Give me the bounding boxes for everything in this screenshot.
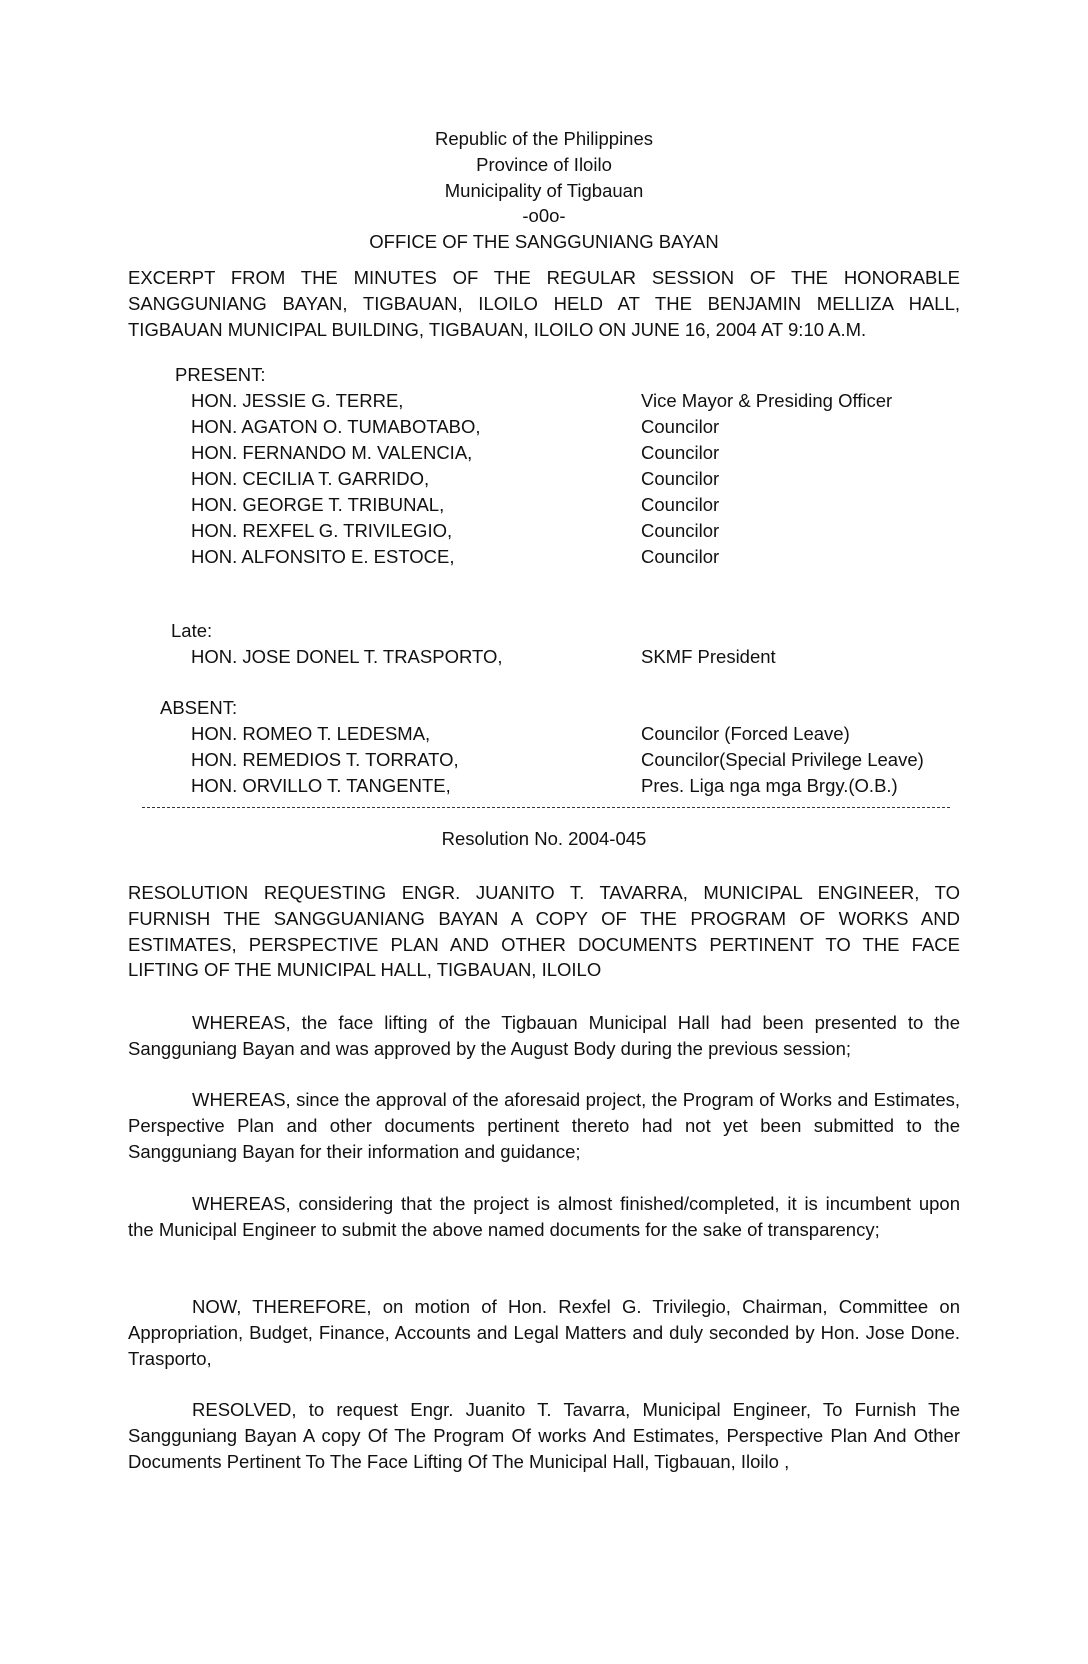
attendee-row [191, 390, 951, 416]
resolution-title-line-2: FURNISH THE SANGGUANIANG BAYAN A COPY OF THE PROGRAM OF WORKS AND [128, 907, 960, 929]
late-label: Late: [171, 620, 213, 641]
attendee-name: HON. GEORGE T. TRIBUNAL, [191, 494, 445, 515]
resolution-number: Resolution No. 2004-045 [441, 828, 647, 849]
header-republic: Republic of the Philippines [434, 128, 654, 149]
resolved-paragraph [128, 1397, 960, 1474]
attendee-row [191, 520, 951, 546]
now-therefore-text: NOW, THEREFORE, on motion of Hon. Rexfel G. Trivilegio, Chairman, Committee on Appropriation, Budget, Finance, Accounts and Legal Matters and duly seconded by Hon. Jose Done. Trasporto, [128, 1296, 960, 1369]
attendee-row [191, 775, 951, 801]
attendee-name: HON. JOSE DONEL T. TRASPORTO, [191, 646, 503, 667]
excerpt-line-2: SANGGUNIANG BAYAN, TIGBAUAN, ILOILO HELD AT THE BENJAMIN MELLIZA HALL, [128, 292, 960, 314]
attendee-name: HON. AGATON O. TUMABOTABO, [191, 416, 481, 437]
whereas-paragraph [128, 1087, 960, 1164]
attendee-role: Councilor [641, 416, 720, 437]
absent-label: ABSENT: [160, 697, 238, 718]
attendee-name: HON. FERNANDO M. VALENCIA, [191, 442, 473, 463]
attendee-row [191, 723, 951, 749]
attendee-row [191, 749, 951, 775]
attendee-name: HON. REXFEL G. TRIVILEGIO, [191, 520, 453, 541]
attendee-role: Councilor [641, 494, 720, 515]
whereas-text: WHEREAS, since the approval of the aforesaid project, the Program of Works and Estimates, Perspective Plan and other documents pertinent thereto had not yet been submitted to the Sangguniang Bayan for their information and guidance; [128, 1089, 960, 1162]
resolution-title-line-3: ESTIMATES, PERSPECTIVE PLAN AND OTHER DOCUMENTS PERTINENT TO THE FACE [128, 933, 960, 955]
attendee-name: HON. ORVILLO T. TANGENTE, [191, 775, 451, 796]
header-province: Province of Iloilo [476, 153, 612, 175]
whereas-text: WHEREAS, considering that the project is almost finished/completed, it is incumbent upon the Municipal Engineer to submit the above named documents for the sake of transparency; [128, 1193, 960, 1240]
whereas-paragraph [128, 1010, 960, 1062]
attendee-row [191, 494, 951, 520]
attendee-role: Councilor [641, 520, 720, 541]
header-separator: -o0o- [522, 205, 566, 227]
attendee-role: Councilor [641, 546, 720, 567]
resolved-text: RESOLVED, to request Engr. Juanito T. Tavarra, Municipal Engineer, To Furnish The Sangguniang Bayan A copy Of The Program Of works And Estimates, Perspective Plan And Other Documents Pertinent To The Face Lifting Of The Municipal Hall, Tigbauan, Iloilo , [128, 1399, 960, 1472]
header-municipality: Municipality of Tigbauan [444, 179, 644, 201]
whereas-text: WHEREAS, the face lifting of the Tigbauan Municipal Hall had been presented to the Sangguniang Bayan and was approved by the August Body during the previous session; [128, 1012, 960, 1059]
attendee-name: HON. ROMEO T. LEDESMA, [191, 723, 431, 744]
attendee-role: Councilor [641, 468, 720, 489]
resolution-title-line-1: RESOLUTION REQUESTING ENGR. JUANITO T. TAVARRA, MUNICIPAL ENGINEER, TO [128, 882, 960, 903]
attendee-row [191, 416, 951, 442]
section-divider [142, 807, 950, 808]
attendee-role: Vice Mayor & Presiding Officer [641, 390, 893, 411]
attendee-role: Pres. Liga nga mga Brgy.(O.B.) [641, 775, 898, 796]
attendee-row [191, 646, 951, 672]
attendee-name: HON. CECILIA T. GARRIDO, [191, 468, 430, 489]
present-label: PRESENT: [175, 364, 266, 385]
attendee-row [191, 442, 951, 468]
resolution-title [128, 880, 960, 983]
document-header [0, 126, 1088, 255]
attendee-role: SKMF President [641, 646, 776, 667]
now-therefore-paragraph [128, 1294, 960, 1371]
excerpt-line-1: EXCERPT FROM THE MINUTES OF THE REGULAR SESSION OF THE HONORABLE [128, 267, 960, 288]
whereas-paragraph [128, 1191, 960, 1243]
resolution-title-line-4: LIFTING OF THE MUNICIPAL HALL, TIGBAUAN, ILOILO [128, 959, 602, 981]
header-office: OFFICE OF THE SANGGUNIANG BAYAN [369, 231, 719, 253]
attendee-role: Councilor(Special Privilege Leave) [641, 749, 924, 770]
attendee-row [191, 468, 951, 494]
attendee-role: Councilor [641, 442, 720, 463]
attendee-row [191, 546, 951, 572]
excerpt-line-3: TIGBAUAN MUNICIPAL BUILDING, TIGBAUAN, ILOILO ON JUNE 16, 2004 AT 9:10 A.M. [128, 318, 867, 340]
attendee-name: HON. REMEDIOS T. TORRATO, [191, 749, 459, 770]
attendee-name: HON. JESSIE G. TERRE, [191, 390, 404, 411]
attendee-name: HON. ALFONSITO E. ESTOCE, [191, 546, 455, 567]
attendee-role: Councilor (Forced Leave) [641, 723, 850, 744]
excerpt-paragraph [128, 265, 960, 342]
